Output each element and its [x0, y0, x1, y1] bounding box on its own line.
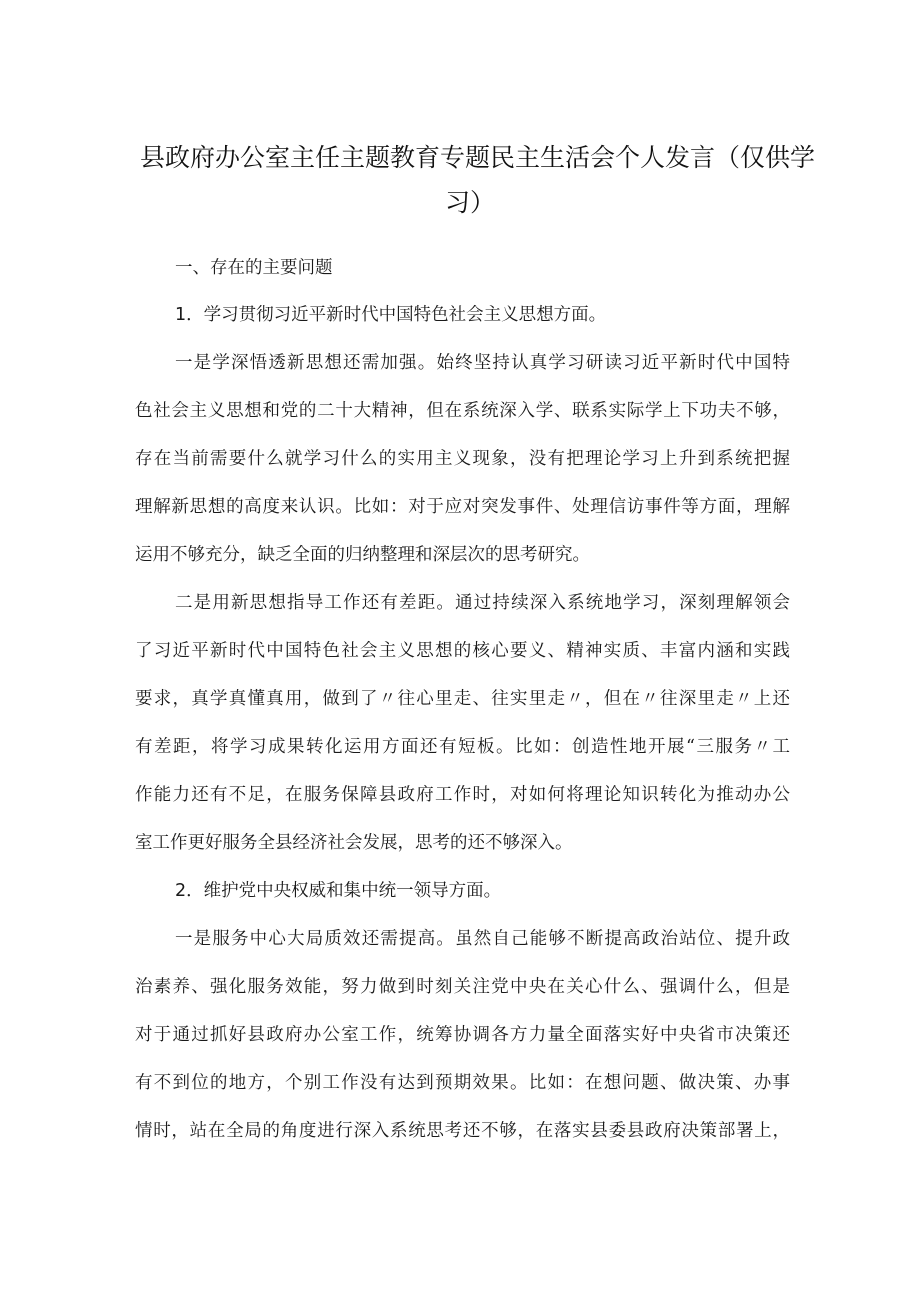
paragraph-line: 一是学深悟透新思想还需加强。始终坚持认真学习研读习近平新时代中国特	[175, 353, 790, 373]
subsection-heading: 2．维护党中央权威和集中统一领导方面。	[175, 881, 502, 901]
paragraph-line: 运用不够充分，缺乏全面的归纳整理和深层次的思考研究。	[135, 545, 590, 565]
paragraph-line: 有不到位的地方，个别工作没有达到预期效果。比如：在想问题、做决策、办事	[135, 1073, 790, 1093]
paragraph-line: 色社会主义思想和党的二十大精神，但在系统深入学、联系实际学上下功夫不够，	[135, 401, 790, 421]
paragraph-line: 治素养、强化服务效能，努力做到时刻关注党中央在关心什么、强调什么，但是	[135, 977, 790, 997]
paragraph-line: 作能力还有不足，在服务保障县政府工作时，对如何将理论知识转化为推动办公	[135, 785, 790, 805]
paragraph-line: 对于通过抓好县政府办公室工作，统筹协调各方力量全面落实好中央省市决策还	[135, 1025, 790, 1045]
paragraph-line: 存在当前需要什么就学习什么的实用主义现象，没有把理论学习上升到系统把握	[135, 449, 790, 469]
section-heading: 一、存在的主要问题	[175, 258, 333, 278]
paragraph-line: 了习近平新时代中国特色社会主义思想的核心要义、精神实质、丰富内涵和实践	[135, 641, 790, 661]
paragraph-line: 要求，真学真懂真用，做到了〃往心里走、往实里走〃，但在〃往深里走〃上还	[135, 689, 790, 709]
paragraph-line: 二是用新思想指导工作还有差距。通过持续深入系统地学习，深刻理解领会	[175, 593, 790, 613]
paragraph-line: 理解新思想的高度来认识。比如：对于应对突发事件、处理信访事件等方面，理解	[135, 497, 790, 517]
paragraph-line: 一是服务中心大局质效还需提高。虽然自己能够不断提高政治站位、提升政	[175, 929, 790, 949]
paragraph-line: 有差距，将学习成果转化运用方面还有短板。比如：创造性地开展“三服务〃工	[135, 737, 790, 757]
document-title-line-1: 县政府办公室主任主题教育专题民主生活会个人发言（仅供学	[140, 143, 816, 172]
document-title-line-2: 习）	[444, 188, 495, 217]
subsection-heading: 1．学习贯彻习近平新时代中国特色社会主义思想方面。	[175, 305, 607, 325]
paragraph-line: 情时，站在全局的角度进行深入系统思考还不够，在落实县委县政府决策部署上，	[135, 1121, 790, 1141]
paragraph-line: 室工作更好服务全县经济社会发展，思考的还不够深入。	[135, 833, 573, 853]
